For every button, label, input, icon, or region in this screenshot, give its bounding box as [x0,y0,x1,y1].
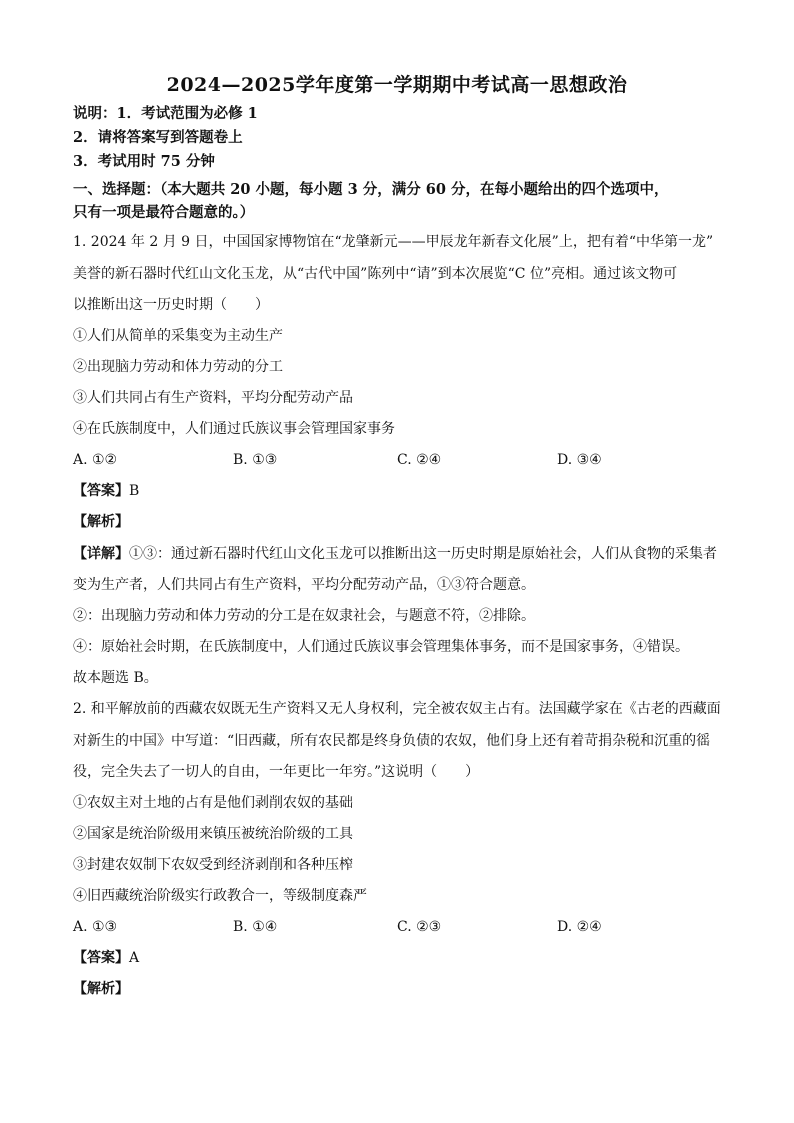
detail-tag: 【详解】 [73,546,129,562]
q1-detail-line4: ④：原始社会时期，在氏族制度中，人们通过氏族议事会管理集体事务，而不是国家事务，④错误。 [73,639,689,655]
answer-tag: 【答案】 [73,483,129,499]
q1-option-d: D. ③④ [557,452,602,468]
q1-detail-line1 [73,544,717,564]
note-2: 2．请将答案写到答题卷上 [73,129,243,146]
q2-statement-3: ③封建农奴制下农奴受到经济剥削和各种压榨 [73,857,353,873]
q2-option-c: C. ②③ [397,919,442,935]
q1-stem-line2: 美誉的新石器时代红山文化玉龙，从“古代中国”陈列中“请”到本次展览“C 位”亮相。通过该文物可 [73,266,678,282]
answer-value: B [129,483,140,499]
q1-detail-line5: 故本题选 B。 [73,670,158,686]
q1-option-a: A. ①② [73,452,118,468]
q1-analysis-tag: 【解析】 [73,514,129,530]
q2-stem-line1: 2. 和平解放前的西藏农奴既无生产资料又无人身权利，完全被农奴主占有。法国藏学家在《古老的西藏面 [73,701,721,717]
q2-option-b: B. ①④ [233,919,278,935]
q2-statement-2: ②国家是统治阶级用来镇压被统治阶级的工具 [73,826,353,842]
q2-stem-line2: 对新生的中国》中写道：“旧西藏，所有农民都是终身负债的农奴，他们身上还有着苛捐杂税和沉重的徭 [73,733,711,749]
q2-analysis-tag: 【解析】 [73,981,129,997]
q1-detail-line2: 变为生产者，人们共同占有生产资料，平均分配劳动产品，①③符合题意。 [73,577,535,593]
q1-answer [73,481,139,501]
detail-text: ①③：通过新石器时代红山文化玉龙可以推断出这一历史时期是原始社会，人们从食物的采集者 [129,546,717,562]
q2-answer [73,948,139,968]
q1-option-c: C. ②④ [397,452,442,468]
answer-tag: 【答案】 [73,950,129,966]
note-1: 说明：1．考试范围为必修 1 [73,105,258,122]
answer-value: A [129,950,140,966]
q2-option-d: D. ②④ [557,919,602,935]
page-title: 2024—2025学年度第一学期期中考试高一思想政治 [166,74,628,96]
q2-option-a: A. ①③ [73,919,118,935]
q2-stem-line3: 役，完全失去了一切人的自由，一年更比一年穷。”这说明（ ） [73,764,480,780]
q2-statement-4: ④旧西藏统治阶级实行政教合一，等级制度森严 [73,888,367,904]
q1-stem-line1: 1. 2024 年 2 月 9 日，中国国家博物馆在“龙肇新元——甲辰龙年新春文化展”上，把有着“中华第一龙” [73,234,714,250]
note-3: 3．考试用时 75 分钟 [73,153,215,170]
q1-detail-line3: ②：出现脑力劳动和体力劳动的分工是在奴隶社会，与题意不符，②排除。 [73,608,535,624]
q1-statement-1: ①人们从简单的采集变为主动生产 [73,328,283,344]
q1-statement-2: ②出现脑力劳动和体力劳动的分工 [73,359,283,375]
q1-statement-3: ③人们共同占有生产资料，平均分配劳动产品 [73,390,353,406]
section-heading-line2: 只有一项是最符合题意的。） [73,204,255,221]
q2-statement-1: ①农奴主对土地的占有是他们剥削农奴的基础 [73,795,353,811]
q1-statement-4: ④在氏族制度中，人们通过氏族议事会管理国家事务 [73,421,395,437]
q1-stem-line3: 以推断出这一历史时期（ ） [73,297,269,313]
q1-option-b: B. ①③ [233,452,278,468]
section-heading-line1: 一、选择题：（本大题共 20 小题，每小题 3 分，满分 60 分，在每小题给出的四个选项中， [73,181,669,198]
